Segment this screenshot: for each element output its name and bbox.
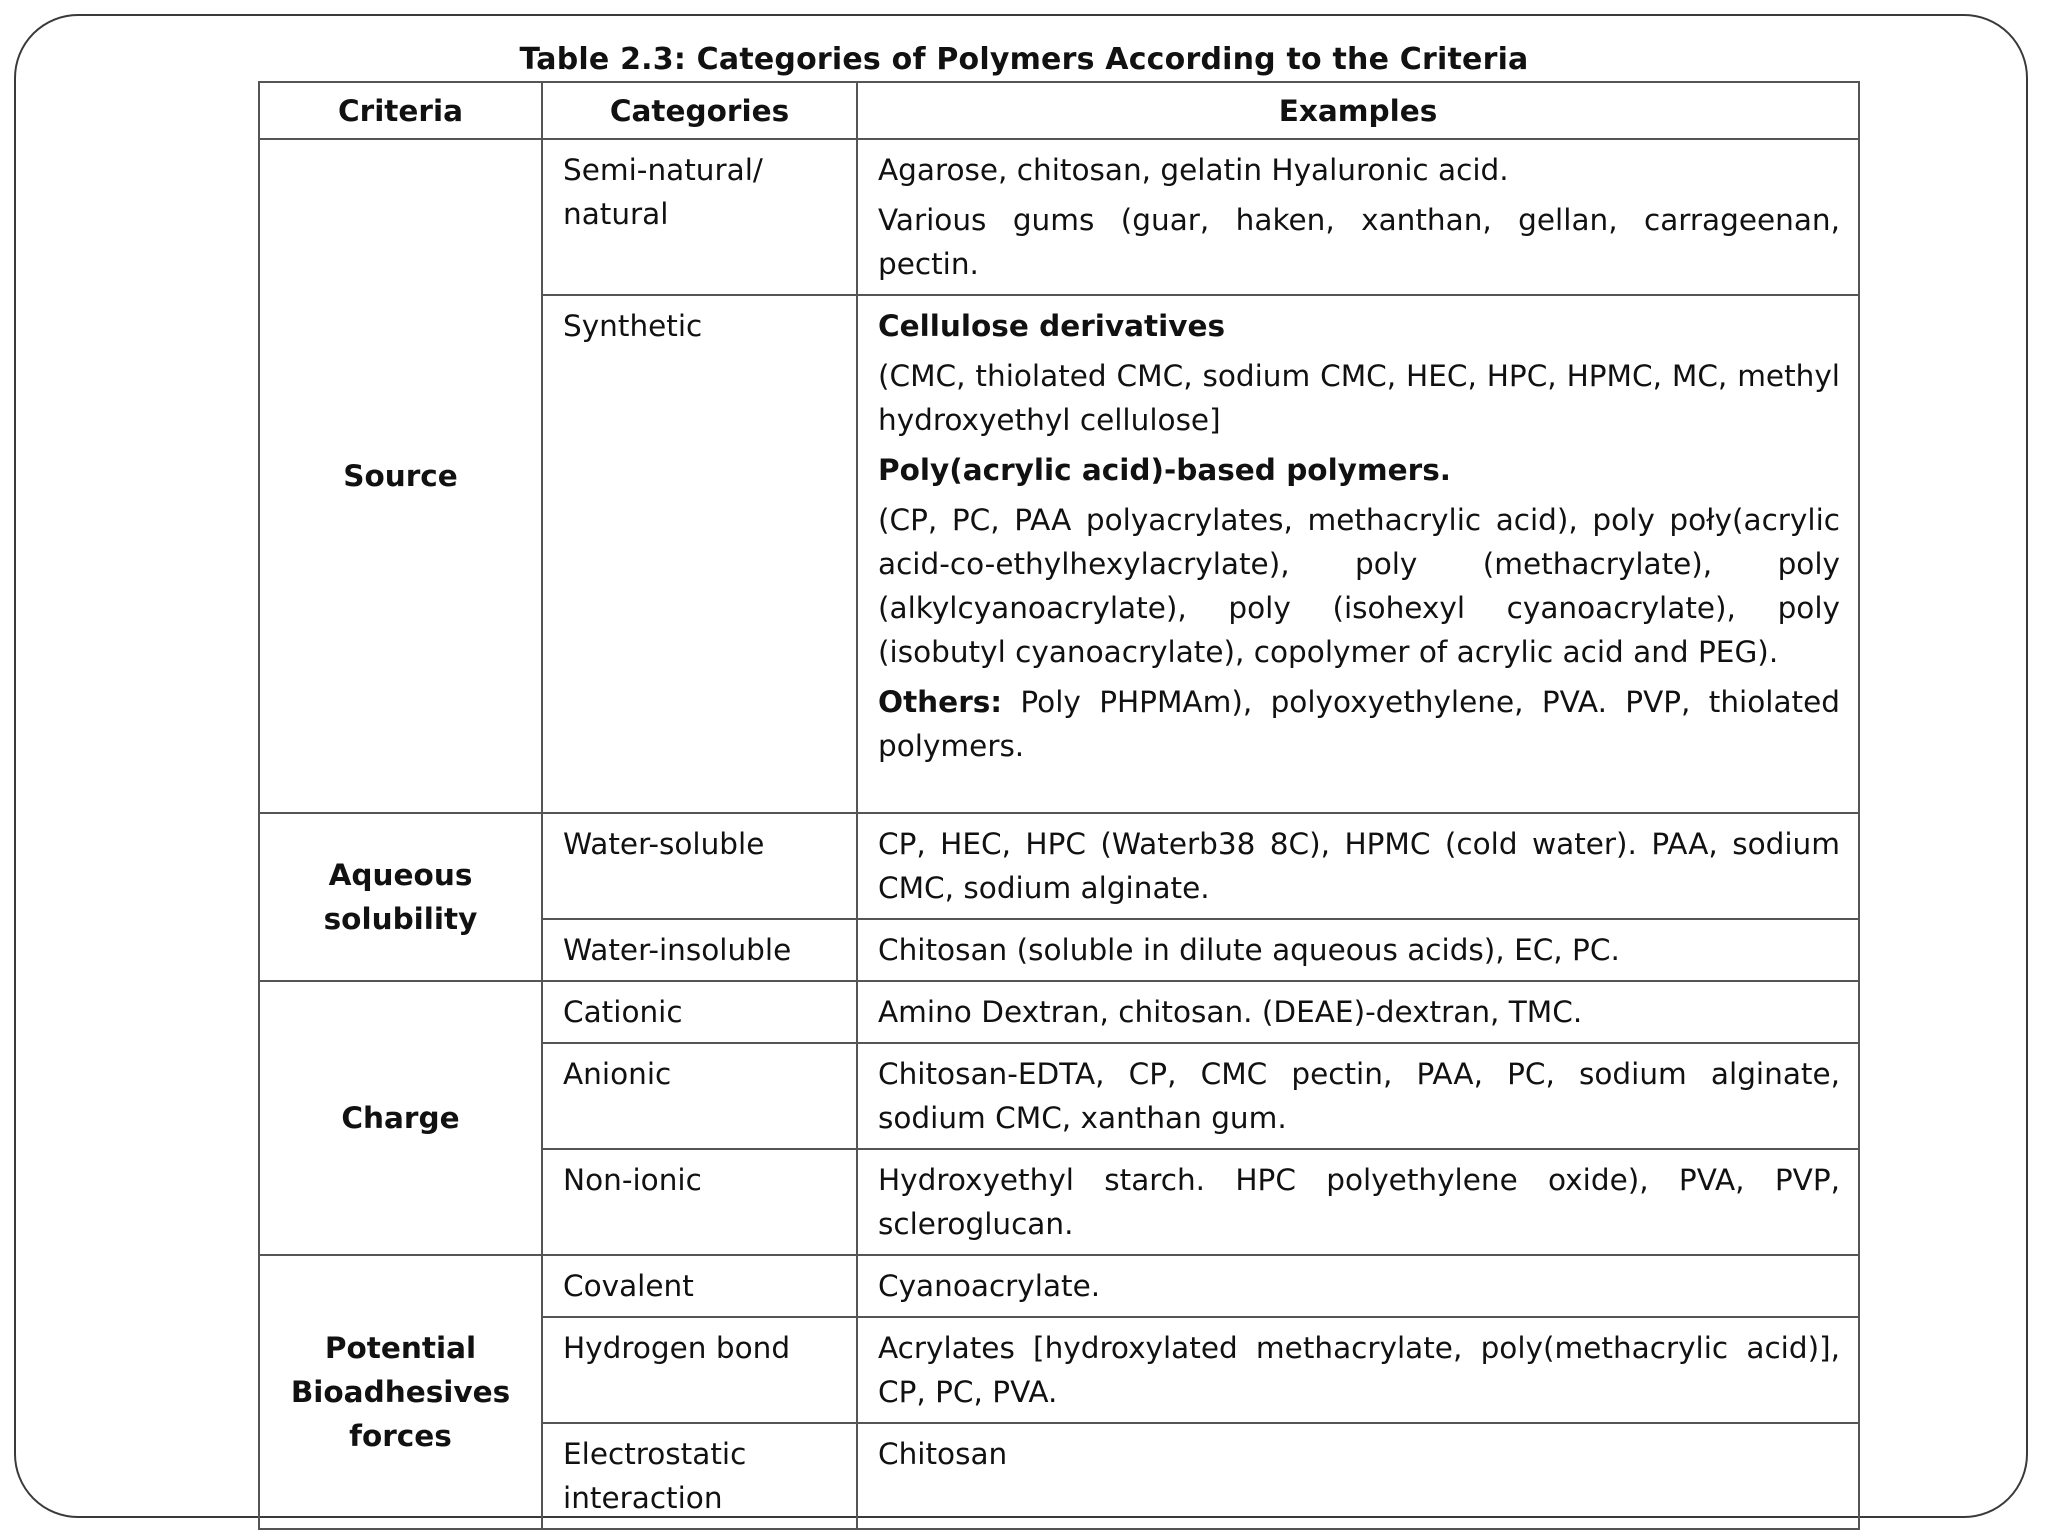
examples-synthetic-others: [878, 680, 1840, 768]
category-natural-line1: Semi-natural/: [563, 153, 763, 187]
criteria-bioadhesive-line2: Bioadhesives: [290, 1375, 511, 1409]
examples-hydrogen-bond: Acrylates [hydroxylated methacrylate, poly(methacrylic acid)], CP, PC, PVA.: [857, 1317, 1859, 1423]
examples-cell: [857, 295, 1859, 813]
examples-electrostatic: Chitosan: [857, 1423, 1859, 1529]
examples-water-soluble: CP, HEC, HPC (Waterb38 8C), HPMC (cold water). PAA, sodium CMC, sodium alginate.: [857, 813, 1859, 919]
category-electrostatic-line1: Electrostatic: [563, 1437, 747, 1471]
category-water-soluble: Water-soluble: [542, 813, 857, 919]
examples-covalent: Cyanoacrylate.: [857, 1255, 1859, 1317]
table-row: [259, 981, 1859, 1043]
category-electrostatic-line2: interaction: [563, 1481, 723, 1515]
examples-synthetic-heading-2: Poly(acrylic acid)-based polymers.: [878, 453, 1451, 487]
category-cationic: Cationic: [542, 981, 857, 1043]
examples-anionic: Chitosan-EDTA, CP, CMC pectin, PAA, PC, sodium alginate, sodium CMC, xanthan gum.: [857, 1043, 1859, 1149]
header-row: [259, 82, 1859, 139]
table-title: Table 2.3: Categories of Polymers According to the Criteria: [519, 42, 1529, 77]
others-label: Others:: [878, 685, 1003, 719]
examples-nonionic: Hydroxyethyl starch. HPC polyethylene oxide), PVA, PVP, scleroglucan.: [857, 1149, 1859, 1255]
examples-synthetic-text-2: (CP, PC, PAA polyacrylates, methacrylic acid), poly poły(acrylic acid-co-ethylhexylacrylate), poly (methacrylate), poly (alkylcyanoacrylate), poly (isohexyl cyanoacrylate), poly (isobutyl cyanoacrylate), copolymer of acrylic acid and PEG).: [878, 503, 1840, 669]
criteria-source: Source: [259, 139, 542, 813]
criteria-charge: Charge: [259, 981, 542, 1255]
table-row: [259, 813, 1859, 919]
examples-synthetic-heading-1: Cellulose derivatives: [878, 309, 1226, 343]
header-categories: Categories: [542, 82, 857, 139]
criteria-bioadhesive-line1: Potential: [324, 1331, 477, 1365]
others-text: Poly PHPMAm), polyoxyethylene, PVA. PVP, thiolated polymers.: [878, 685, 1840, 763]
header-criteria: Criteria: [259, 82, 542, 139]
criteria-solubility: [259, 813, 542, 981]
criteria-solubility-line1: Aqueous: [328, 858, 473, 892]
table-row: [259, 139, 1859, 295]
examples-cationic: Amino Dextran, chitosan. (DEAE)-dextran, TMC.: [857, 981, 1859, 1043]
examples-water-insoluble: Chitosan (soluble in dilute aqueous acids), EC, PC.: [857, 919, 1859, 981]
category-nonionic: Non-ionic: [542, 1149, 857, 1255]
category-cell: [542, 139, 857, 295]
table-row: [259, 1255, 1859, 1317]
category-water-insoluble: Water-insoluble: [542, 919, 857, 981]
examples-natural-2: Various gums (guar, haken, xanthan, gellan, carrageenan, pectin.: [878, 203, 1840, 281]
header-examples: Examples: [857, 82, 1859, 139]
category-anionic: Anionic: [542, 1043, 857, 1149]
category-natural-line2: natural: [563, 197, 669, 231]
examples-cell: [857, 139, 1859, 295]
criteria-bioadhesive-line3: forces: [349, 1419, 452, 1453]
polymer-categories-table: [258, 81, 1860, 1530]
category-electrostatic: [542, 1423, 857, 1529]
category-synthetic: Synthetic: [542, 295, 857, 813]
criteria-bioadhesive: [259, 1255, 542, 1529]
examples-synthetic-text-1: (CMC, thiolated CMC, sodium CMC, HEC, HPC, HPMC, MC, methyl hydroxyethyl cellulose]: [878, 359, 1840, 437]
category-covalent: Covalent: [542, 1255, 857, 1317]
criteria-solubility-line2: solubility: [323, 902, 478, 936]
category-hydrogen-bond: Hydrogen bond: [542, 1317, 857, 1423]
examples-natural-1: Agarose, chitosan, gelatin Hyaluronic acid.: [878, 153, 1509, 187]
